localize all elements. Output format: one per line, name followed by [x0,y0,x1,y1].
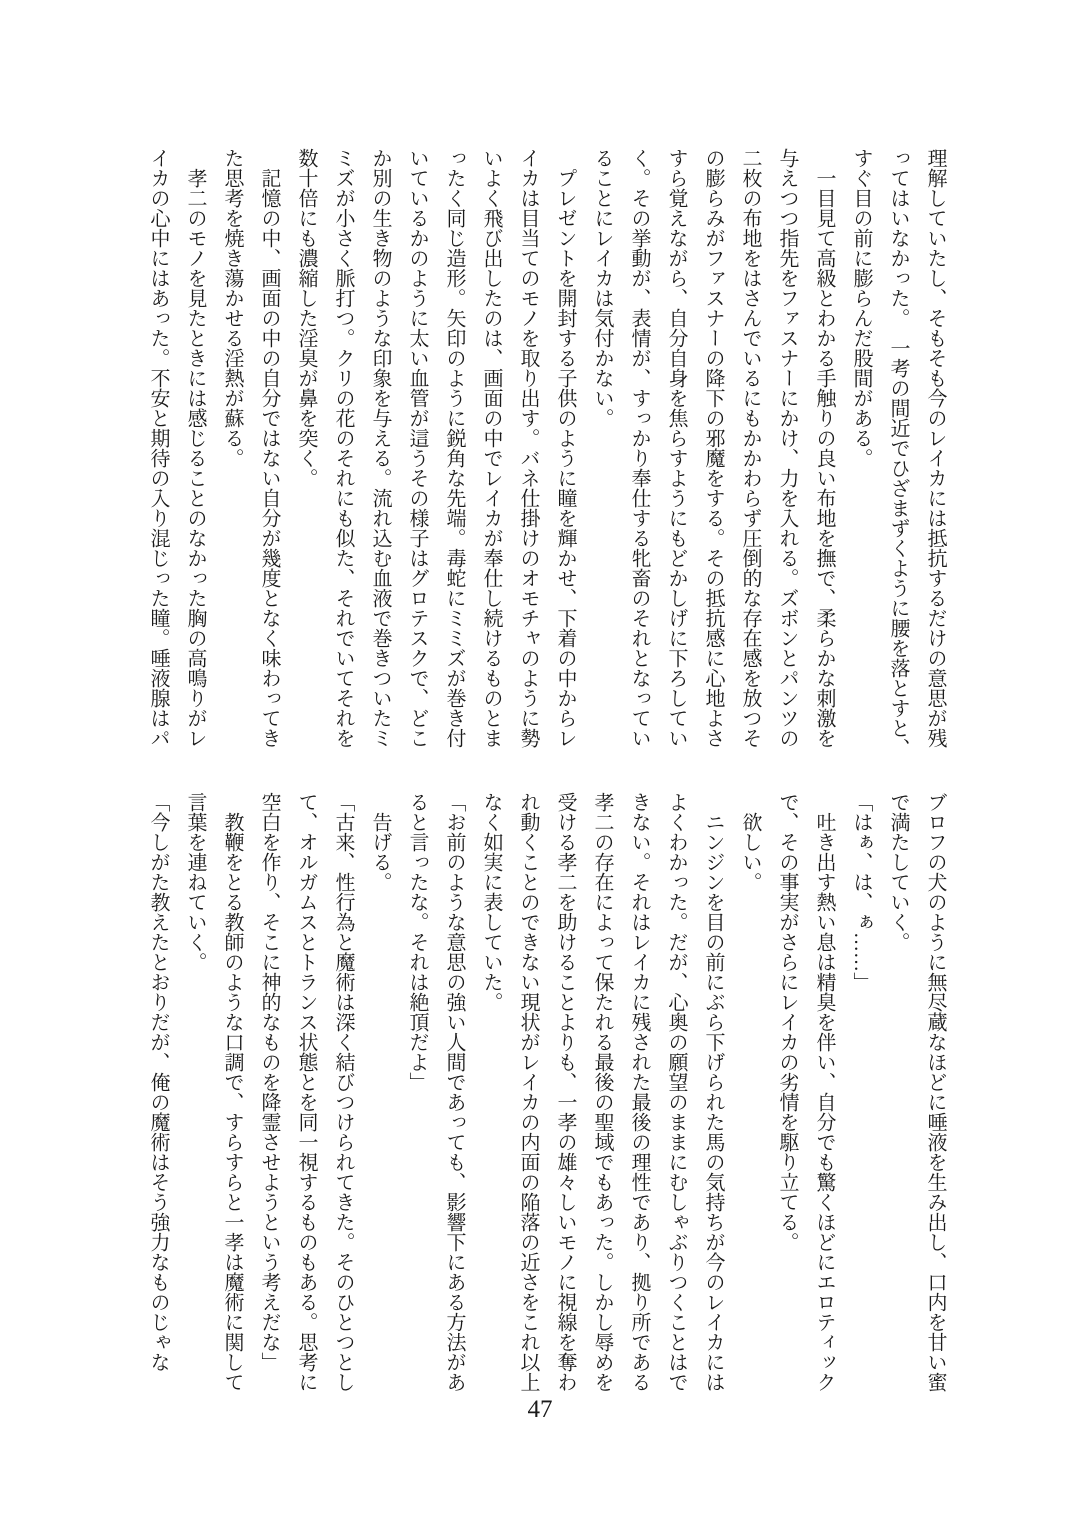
text-column: 言葉を連ねていく。 [184,792,206,972]
text-column: ニンジンを目の前にぶら下げられた馬の気持ちが今のレイカには [702,792,724,1392]
text-column: ったく同じ造形。矢印のように鋭角な先端。毒蛇にミミズが巻き付 [443,148,465,748]
page-number: 47 [527,1396,553,1423]
text-column: すら覚えながら、自分自身を焦らすようにもどかしげに下ろしてい [665,148,687,748]
text-column: 孝二の存在によって保たれる最後の聖域でもあった。しかし辱めを [591,792,613,1392]
text-column: ブロフの犬のように無尽蔵なほどに唾液を生み出し、口内を甘い蜜 [924,792,946,1392]
text-column: た思考を焼き蕩かせる淫熱が蘇る。 [221,148,243,468]
text-column: 数十倍にも濃縮した淫臭が鼻を突く。 [295,148,317,488]
text-column: 告げる。 [369,792,391,892]
text-column: ることにレイカは気付かない。 [591,148,613,428]
text-column: 「はぁ、は、ぁ……」 [850,792,872,992]
text-column: 一目見て高級とわかる手触りの良い布地を撫で、柔らかな刺激を [813,148,835,748]
text-column: 「お前のような意思の強い人間であっても、影響下にある方法があ [443,792,465,1392]
text-column: いているかのように太い血管が這うその様子はグロテスクで、どこ [406,148,428,748]
text-column: 与えつつ指先をファスナーにかけ、力を入れる。ズボンとパンツの [776,148,798,748]
text-column: 空白を作り、そこに神的なものを降霊させようという考えだな」 [258,792,280,1372]
text-column: 「古来、性行為と魔術は深く結びつけられてきた。そのひとつとし [332,792,354,1392]
text-column: れ動くことのできない現状がレイカの内面の陥落の近さをこれ以上 [517,792,539,1392]
text-tier-bottom [139,792,953,1424]
text-column: か別の生き物のような印象を与える。流れ込む血液で巻きついたミ [369,148,391,748]
text-column: プレゼントを開封する子供のように瞳を輝かせ、下着の中からレ [554,148,576,748]
text-column: で満たしていく。 [887,792,909,952]
text-column: 吐き出す熱い息は精臭を伴い、自分でも驚くほどにエロティック [813,792,835,1392]
text-tier-top [139,148,953,780]
text-column: の膨らみがファスナーの降下の邪魔をする。その抵抗感に心地よさ [702,148,724,748]
text-column: ミズが小さく脈打つ。クリの花のそれにも似た、それでいてそれを [332,148,354,748]
text-column: て、オルガムスとトランス状態とを同一視するものもある。思考に [295,792,317,1392]
text-column: で、その事実がさらにレイカの劣情を駆り立てる。 [776,792,798,1252]
text-column: 欲しい。 [739,792,761,892]
text-column: 教鞭をとる教師のような口調で、すらすらと一孝は魔術に関して [221,792,243,1392]
text-column: 「今しがた教えたとおりだが、俺の魔術はそう強力なものじゃな [147,792,169,1372]
text-column: イカの心中にはあった。不安と期待の入り混じった瞳。唾液腺はパ [147,148,169,748]
text-column: 孝二のモノを見たときには感じることのなかった胸の高鳴りがレ [184,148,206,748]
text-column: よくわかった。だが、心奥の願望のままにむしゃぶりつくことはで [665,792,687,1392]
text-column: 理解していたし、そもそも今のレイカには抵抗するだけの意思が残 [924,148,946,748]
text-column: 受ける孝二を助けることよりも、一孝の雄々しいモノに視線を奪わ [554,792,576,1392]
text-column: なく如実に表していた。 [480,792,502,1012]
text-column: イカは目当てのモノを取り出す。バネ仕掛けのオモチャのように勢 [517,148,539,748]
text-column: ると言ったな。それは絶頂だよ」 [406,792,428,1092]
text-column: 記憶の中、画面の中の自分ではない自分が幾度となく味わってき [258,148,280,748]
text-column: いよく飛び出したのは、画面の中でレイカが奉仕し続けるものとま [480,148,502,748]
text-column: 二枚の布地をはさんでいるにもかかわらず圧倒的な存在感を放つそ [739,148,761,748]
text-column: く。その挙動が、表情が、すっかり奉仕する牝畜のそれとなってい [628,148,650,748]
text-column: すぐ目の前に膨らんだ股間がある。 [850,148,872,468]
text-column: きない。それはレイカに残された最後の理性であり、拠り所である [628,792,650,1392]
text-column: ってはいなかった。 一考の間近でひざまずくように腰を落とすと、 [887,148,909,758]
